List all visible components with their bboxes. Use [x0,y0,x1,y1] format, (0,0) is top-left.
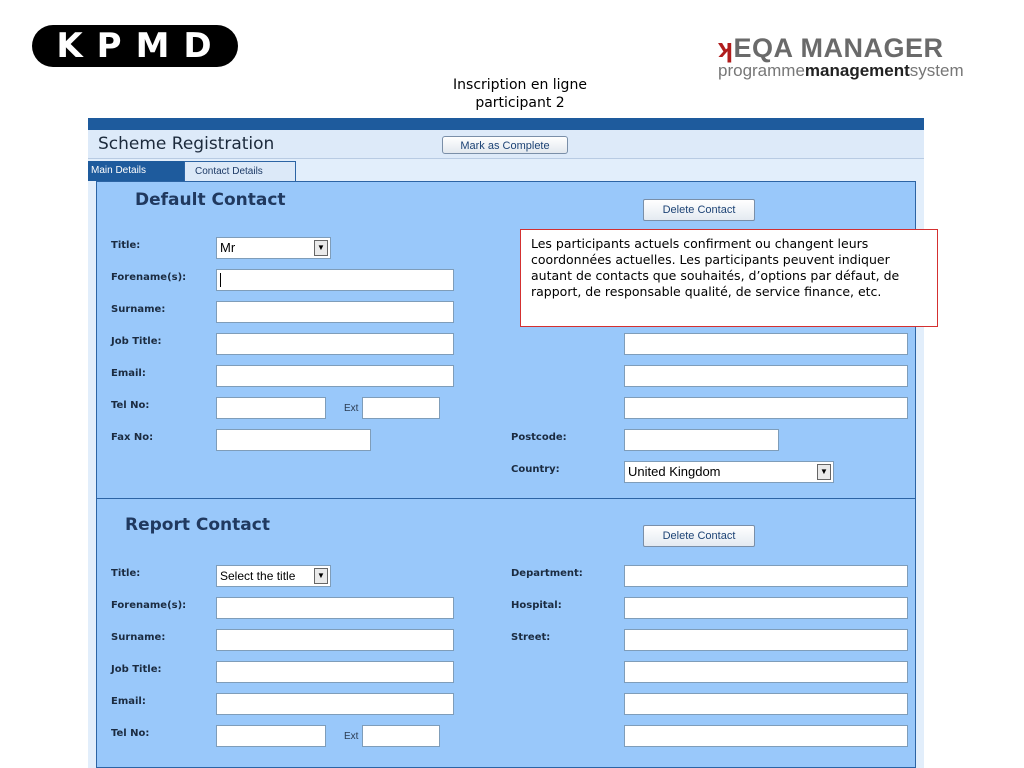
title-select-value: Mr [220,240,236,255]
report-address-line-input-2[interactable] [624,693,908,715]
country-select-value: United Kingdom [628,464,721,479]
chevron-down-icon: ▼ [314,568,328,584]
fax-label: Fax No: [111,432,154,443]
caption-line-1: Inscription en ligne [453,77,587,93]
job-title-label: Job Title: [111,336,162,347]
forename-label: Forename(s): [111,272,187,283]
street-input[interactable] [624,629,908,651]
hospital-label: Hospital: [511,600,562,611]
department-input[interactable] [624,565,908,587]
tel-label: Tel No: [111,400,150,411]
surname-input[interactable] [216,301,454,323]
report-title-select-value: Select the title [220,569,296,583]
email-label: Email: [111,368,146,379]
report-email-label: Email: [111,696,146,707]
tab-main-details[interactable]: Main Details [88,161,184,181]
tel-input[interactable] [216,397,326,419]
report-surname-label: Surname: [111,632,166,643]
page-title: Scheme Registration [98,134,275,154]
report-job-title-input[interactable] [216,661,454,683]
ext-input[interactable] [362,397,440,419]
annotation-callout: Les participants actuels confirment ou changent leurs coordonnées actuelles. Les participants peuvent indiquer autant de contacts que souhaités, d’options par défaut, de rapport, de responsable qualité, de service finance, etc. [520,229,938,327]
postcode-label: Postcode: [511,432,567,443]
eqa-manager-title: ʞEQA MANAGER [718,33,944,63]
kpmd-logo: KPMD [32,25,238,67]
department-label: Department: [511,568,583,579]
surname-label: Surname: [111,304,166,315]
eqa-manager-logo [718,34,1008,80]
hospital-input[interactable] [624,597,908,619]
report-forename-label: Forename(s): [111,600,187,611]
report-tel-label: Tel No: [111,728,150,739]
report-email-input[interactable] [216,693,454,715]
report-surname-input[interactable] [216,629,454,651]
report-title-select[interactable] [216,565,331,587]
address-line-input-3[interactable] [624,397,908,419]
eqa-manager-subtitle: programmemanagementsystem [718,61,964,80]
report-contact-heading: Report Contact [125,515,270,535]
title-select[interactable] [216,237,331,259]
report-ext-label: Ext [344,731,359,742]
report-title-label: Title: [111,568,141,579]
street-label: Street: [511,632,551,643]
fax-input[interactable] [216,429,371,451]
address-line-input-2[interactable] [624,365,908,387]
top-nav-bar [88,118,924,130]
report-ext-input[interactable] [362,725,440,747]
slide-caption [400,76,640,112]
forename-input[interactable] [216,269,454,291]
postcode-input[interactable] [624,429,779,451]
report-address-line-input-3[interactable] [624,725,908,747]
text-cursor [220,273,221,287]
chevron-down-icon: ▼ [314,240,328,256]
ext-label: Ext [344,403,359,414]
report-job-title-label: Job Title: [111,664,162,675]
caption-line-2: participant 2 [475,95,565,111]
title-label: Title: [111,240,141,251]
default-contact-heading: Default Contact [135,190,286,210]
delete-default-contact-button[interactable]: Delete Contact [643,199,755,221]
app-window [88,118,924,768]
mark-as-complete-button[interactable]: Mark as Complete [442,136,568,154]
country-label: Country: [511,464,560,475]
report-address-line-input-1[interactable] [624,661,908,683]
country-select[interactable] [624,461,834,483]
report-forename-input[interactable] [216,597,454,619]
email-input[interactable] [216,365,454,387]
chevron-down-icon: ▼ [817,464,831,480]
tab-contact-details[interactable]: Contact Details [184,161,296,181]
address-line-input-1[interactable] [624,333,908,355]
section-divider [97,498,915,499]
delete-report-contact-button[interactable]: Delete Contact [643,525,755,547]
report-tel-input[interactable] [216,725,326,747]
job-title-input[interactable] [216,333,454,355]
